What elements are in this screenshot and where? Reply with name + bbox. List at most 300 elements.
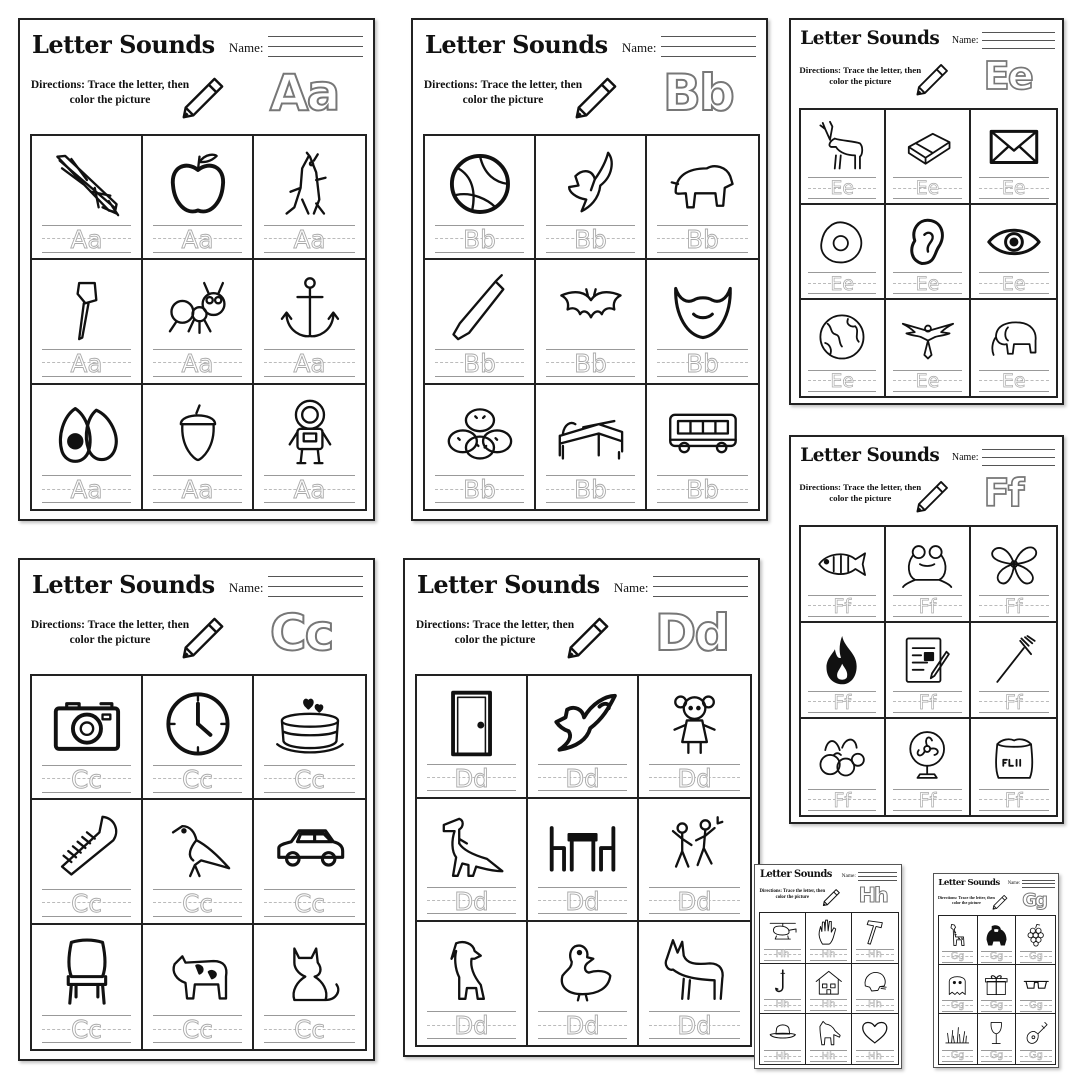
trace-text: Dd [677,1011,712,1041]
giraffe-icon [939,919,977,952]
trace-lines[interactable] [538,764,627,794]
picture-cell[interactable] [639,922,750,1045]
trace-text: Ee [915,272,940,295]
trace-text: Dd [677,763,712,793]
trace-text: Dd [454,763,489,793]
picture-cell[interactable] [254,136,365,260]
house-icon [806,966,851,1000]
picture-cell[interactable] [143,676,254,800]
trace-text: Ee [1001,369,1026,392]
picture-cell[interactable] [971,205,1056,300]
hammer-icon [852,916,898,950]
picture-cell[interactable] [32,136,143,260]
pencil-icon [913,479,950,520]
trace-text: Bb [463,224,496,254]
worksheet-title: Letter Sounds [800,27,940,49]
picture-cell[interactable] [143,925,254,1049]
glass-icon [978,1017,1016,1050]
trace-text: Hh [821,999,836,1011]
trace-lines[interactable] [979,370,1049,393]
picture-cell[interactable] [425,260,536,384]
picture-cell[interactable] [801,110,886,205]
picture-cell[interactable] [528,676,639,799]
trace-letter-display: Cc [269,604,333,662]
fire-icon [801,628,884,692]
trace-text: Aa [181,348,214,378]
picture-cell[interactable] [647,136,758,260]
trace-lines[interactable] [435,475,524,505]
picture-cell[interactable] [647,385,758,509]
picture-cell[interactable] [939,916,978,965]
trace-text: Cc [71,1015,102,1045]
trace-text: Aa [293,348,326,378]
trace-text: Gg [950,1050,965,1062]
picture-cell[interactable] [536,385,647,509]
trace-lines[interactable] [427,1011,516,1041]
trace-lines[interactable] [153,475,242,505]
name-line[interactable] [661,46,756,47]
airplane-icon [32,142,141,225]
trace-lines[interactable] [981,1050,1012,1062]
elk-icon [801,115,884,179]
directions-text: Directions: Trace the letter, then color the picture [415,619,575,646]
trace-text: Gg [1029,1050,1043,1062]
picture-cell[interactable] [978,916,1017,965]
trace-lines[interactable] [764,999,801,1011]
trace-text: Gg [989,951,1004,963]
trace-text: Ff [833,690,852,714]
trace-text: Cc [71,764,102,794]
trace-lines[interactable] [1020,1000,1052,1012]
trace-lines[interactable] [42,349,131,379]
trace-lines[interactable] [153,765,242,795]
picture-cell[interactable] [32,925,143,1049]
picture-cell[interactable] [801,719,886,815]
name-line[interactable] [661,36,756,37]
name-line[interactable] [982,40,1055,41]
picture-cell[interactable] [978,965,1017,1014]
acorn-icon [143,391,252,474]
trace-letter-display: Gg [1022,889,1046,911]
pencil-icon [563,615,611,667]
trace-lines[interactable] [435,225,524,255]
eraser-icon [886,115,969,179]
dining-table-icon [528,805,637,887]
trace-lines[interactable] [893,177,961,200]
picture-cell[interactable] [32,800,143,924]
trace-text: Hh [775,949,790,961]
trace-text: Ee [1001,272,1026,295]
trace-text: Ee [830,177,855,200]
trace-lines[interactable] [808,177,876,200]
trace-lines[interactable] [808,789,876,812]
picture-cell[interactable] [536,260,647,384]
pencil-icon [913,62,950,103]
trace-text: Aa [181,475,214,505]
name-line[interactable] [982,32,1055,33]
worksheet-h [754,864,902,1069]
name-line[interactable] [858,876,897,877]
name-line[interactable] [268,596,363,597]
picture-cell[interactable] [417,676,528,799]
trace-lines[interactable] [856,1050,894,1062]
picture-cell[interactable] [886,719,971,815]
picture-cell[interactable] [760,913,806,963]
directions-text: Directions: Trace the letter, then color the picture [799,481,922,504]
trace-text: Ee [915,369,940,392]
worksheet-title: Letter Sounds [759,869,832,881]
eagle-icon [886,305,969,369]
picture-cell[interactable] [1016,916,1055,965]
trace-text: Gg [1029,951,1043,963]
name-line[interactable] [268,586,363,587]
name-line[interactable] [858,872,897,873]
helmet-icon [852,966,898,1000]
trace-text: Dd [454,1011,489,1041]
trace-letter-display: Aa [269,64,339,122]
trace-text: Hh [867,999,882,1011]
trace-lines[interactable] [764,949,801,961]
trace-text: Ff [1004,788,1023,812]
earth-icon [801,305,884,369]
trace-text: Bb [463,475,496,505]
trace-lines[interactable] [264,1015,355,1045]
flower-icon [971,532,1056,596]
name-line[interactable] [982,457,1055,458]
cat-icon [254,931,365,1014]
bed-icon [536,391,645,474]
trace-lines[interactable] [264,349,355,379]
trace-lines[interactable] [808,272,876,295]
picture-cell[interactable] [971,110,1056,205]
trace-text: Aa [181,224,214,254]
form-icon [886,628,969,692]
ball-icon [425,142,534,225]
picture-cell[interactable] [143,800,254,924]
trace-lines[interactable] [942,951,973,963]
picture-cell[interactable] [806,964,852,1014]
picture-cell[interactable] [254,260,365,384]
name-line[interactable] [1022,883,1055,884]
name-line[interactable] [982,465,1055,466]
picture-cell[interactable] [143,260,254,384]
picture-cell[interactable] [647,260,758,384]
trace-lines[interactable] [546,475,635,505]
trace-lines[interactable] [893,272,961,295]
name-line[interactable] [653,596,748,597]
picture-cell[interactable] [425,385,536,509]
picture-cell[interactable] [254,925,365,1049]
name-label: Name: [621,40,657,55]
trace-lines[interactable] [42,889,131,919]
trace-lines[interactable] [893,789,961,812]
picture-cell[interactable] [886,205,971,300]
hand-icon [806,916,851,950]
picture-cell[interactable] [806,1014,852,1064]
trace-text: Hh [867,1050,882,1062]
trace-lines[interactable] [1020,951,1052,963]
trace-lines[interactable] [42,1015,131,1045]
picture-cell[interactable] [32,385,143,509]
trace-lines[interactable] [657,349,748,379]
fork-icon [971,628,1056,692]
trace-text: Hh [775,999,790,1011]
picture-cell[interactable] [852,964,898,1014]
trace-lines[interactable] [649,1011,740,1041]
picture-cell[interactable] [886,527,971,623]
picture-cell[interactable] [528,799,639,922]
picture-cell[interactable] [852,913,898,963]
worksheet-f [789,435,1064,824]
trace-lines[interactable] [764,1050,801,1062]
trace-lines[interactable] [427,764,516,794]
name-line[interactable] [982,449,1055,450]
picture-grid [799,525,1059,817]
name-line[interactable] [1022,880,1055,881]
picture-cell[interactable] [639,799,750,922]
trace-lines[interactable] [264,889,355,919]
trace-text: Aa [293,475,326,505]
trace-lines[interactable] [264,765,355,795]
camera-icon [32,682,141,765]
trace-lines[interactable] [981,951,1012,963]
trace-text: Cc [294,764,325,794]
picture-cell[interactable] [536,136,647,260]
worksheet-c [18,558,375,1061]
trace-lines[interactable] [942,1000,973,1012]
trace-lines[interactable] [649,887,740,917]
picture-grid [799,108,1059,398]
picture-cell[interactable] [939,965,978,1014]
picture-cell[interactable] [1016,965,1055,1014]
pencil-icon [178,75,226,127]
grass-icon [939,1017,977,1050]
picture-cell[interactable] [886,623,971,719]
picture-cell[interactable] [978,1014,1017,1063]
trace-lines[interactable] [153,889,242,919]
worksheet-a [18,18,375,521]
trace-text: Ff [833,594,852,618]
picture-cell[interactable] [939,1014,978,1063]
eye-icon [971,210,1056,274]
horse-icon [806,1016,851,1050]
picture-cell[interactable] [417,922,528,1045]
picture-cell[interactable] [254,385,365,509]
trace-lines[interactable] [435,349,524,379]
picture-cell[interactable] [417,799,528,922]
ghost-icon [939,968,977,1001]
trace-lines[interactable] [979,789,1049,812]
trace-lines[interactable] [546,349,635,379]
picture-cell[interactable] [801,205,886,300]
trace-text: Aa [70,475,103,505]
name-line[interactable] [268,576,363,577]
trace-letter-display: Bb [662,64,733,122]
picture-cell[interactable] [971,623,1056,719]
glasses-icon [1016,968,1055,1001]
name-label: Name: [613,580,649,595]
picture-grid [415,674,752,1047]
grapes-icon [1016,919,1055,952]
donkey-icon [639,928,750,1010]
trace-letter-display: Hh [858,883,887,908]
trace-text: Hh [867,949,882,961]
directions-text: Directions: Trace the letter, then color the picture [30,79,190,106]
trace-lines[interactable] [979,272,1049,295]
worksheet-title: Letter Sounds [32,30,215,59]
axe-icon [32,267,141,350]
trace-lines[interactable] [856,999,894,1011]
directions-text: Directions: Trace the letter, then color the picture [938,894,995,906]
trace-lines[interactable] [808,691,876,714]
dog-icon [417,928,526,1010]
picture-cell[interactable] [32,260,143,384]
astronaut-icon [254,391,365,474]
trace-lines[interactable] [264,225,355,255]
trace-lines[interactable] [808,370,876,393]
trace-lines[interactable] [810,1050,847,1062]
name-line[interactable] [653,586,748,587]
bird-icon [536,142,645,225]
name-label: Name: [951,452,979,464]
trace-letter-display: Ee [983,53,1032,99]
trace-lines[interactable] [856,949,894,961]
anchor-icon [254,267,365,350]
trace-lines[interactable] [153,349,242,379]
picture-cell[interactable] [143,136,254,260]
trace-lines[interactable] [42,475,131,505]
trace-text: Dd [565,886,600,916]
trace-text: Cc [182,888,213,918]
trace-text: Cc [71,888,102,918]
picture-cell[interactable] [639,676,750,799]
trace-lines[interactable] [546,225,635,255]
name-line[interactable] [268,36,363,37]
bat-animal-icon [536,267,645,350]
avocado-icon [32,391,141,474]
ant-icon [143,267,252,350]
picture-cell[interactable] [254,676,365,800]
trace-lines[interactable] [153,1015,242,1045]
picture-cell[interactable] [1016,1014,1055,1063]
picture-cell[interactable] [760,964,806,1014]
name-line[interactable] [661,56,756,57]
worksheet-title: Letter Sounds [417,570,600,599]
trace-lines[interactable] [649,764,740,794]
trace-lines[interactable] [808,595,876,618]
car-icon [254,807,365,890]
trace-lines[interactable] [893,691,961,714]
alligator-icon [254,142,365,225]
trace-lines[interactable] [981,1000,1012,1012]
pencil-icon [991,894,1008,915]
egg-icon [801,210,884,274]
picture-cell[interactable] [886,300,971,395]
name-line[interactable] [653,576,748,577]
trace-text: Bb [574,224,607,254]
trace-text: Gg [950,951,965,963]
trace-text: Cc [294,888,325,918]
trace-text: Gg [989,1050,1004,1062]
trace-lines[interactable] [538,1011,627,1041]
picture-cell[interactable] [528,922,639,1045]
name-line[interactable] [858,880,897,881]
ear-icon [886,210,969,274]
trace-lines[interactable] [942,1050,973,1062]
picture-cell[interactable] [806,913,852,963]
clock-icon [143,682,252,765]
picture-cell[interactable] [886,110,971,205]
trace-text: Bb [463,348,496,378]
picture-cell[interactable] [971,527,1056,623]
name-line[interactable] [982,48,1055,49]
trace-lines[interactable] [538,887,627,917]
trace-lines[interactable] [893,370,961,393]
picture-grid [30,134,367,511]
trace-text: Aa [70,348,103,378]
gorilla-icon [978,919,1016,952]
crow-icon [143,807,252,890]
fish-icon [801,532,884,596]
name-line[interactable] [268,46,363,47]
dance-icon [639,805,750,887]
helicopter-icon [760,916,805,950]
trace-lines[interactable] [427,887,516,917]
trace-text: Hh [821,949,836,961]
name-line[interactable] [1022,887,1055,888]
name-line[interactable] [268,56,363,57]
chair-icon [32,931,141,1014]
trace-lines[interactable] [1020,1050,1052,1062]
picture-cell[interactable] [801,527,886,623]
picture-cell[interactable] [760,1014,806,1064]
trace-lines[interactable] [979,691,1049,714]
name-label: Name: [228,580,264,595]
trace-lines[interactable] [979,177,1049,200]
picture-cell[interactable] [254,800,365,924]
trace-lines[interactable] [153,225,242,255]
trace-text: Bb [574,475,607,505]
trace-text: Ff [918,690,937,714]
trace-lines[interactable] [810,999,847,1011]
picture-cell[interactable] [32,676,143,800]
trace-text: Bb [686,224,719,254]
picture-cell[interactable] [971,300,1056,395]
buns-icon [425,391,534,474]
trace-lines[interactable] [657,225,748,255]
picture-cell[interactable] [852,1014,898,1064]
trace-lines[interactable] [657,475,748,505]
picture-cell[interactable] [801,623,886,719]
trace-lines[interactable] [810,949,847,961]
trace-text: Aa [70,224,103,254]
picture-cell[interactable] [425,136,536,260]
trace-lines[interactable] [264,475,355,505]
bat-icon [425,267,534,350]
trace-letter-display: Dd [654,604,729,662]
worksheet-d [403,558,760,1057]
trace-lines[interactable] [893,595,961,618]
trace-lines[interactable] [42,225,131,255]
picture-cell[interactable] [801,300,886,395]
dove-icon [528,682,637,764]
picture-cell[interactable] [143,385,254,509]
trace-lines[interactable] [42,765,131,795]
picture-cell[interactable] [971,719,1056,815]
trace-lines[interactable] [979,595,1049,618]
pencil-icon [571,75,619,127]
trace-text: Ee [1001,177,1026,200]
